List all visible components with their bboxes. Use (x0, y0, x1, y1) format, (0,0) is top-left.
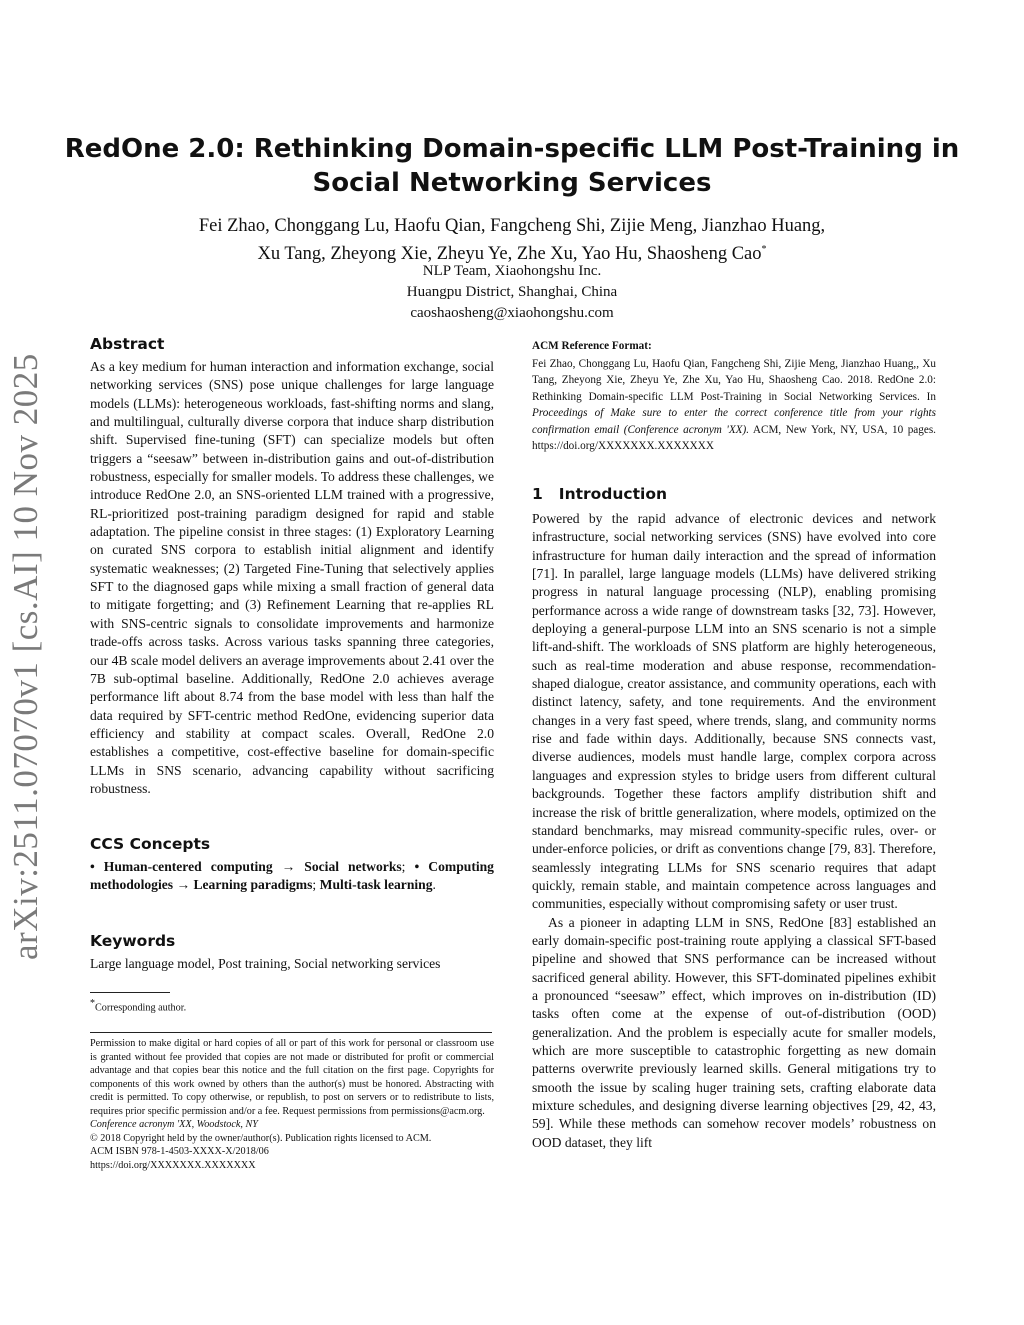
footnote-label: Corresponding author. (95, 1002, 187, 1014)
introduction-section (532, 485, 936, 1152)
affiliation-email: caoshaosheng@xiaohongshu.com (410, 305, 614, 321)
keywords-heading: Keywords (90, 932, 176, 950)
acm-reference-section (532, 338, 936, 455)
ccs-text (90, 858, 494, 895)
acm-reference-part-1: Fei Zhao, Chonggang Lu, Haofu Qian, Fangcheng Shi, Zijie Meng, Jianzhao Huang,, Xu Tang, Zheyong Xie, Zheyu Ye, Zhe Xu, Yao Hu, Shaosheng Cao. 2018. RedOne 2.0: Rethinking Domain-specific LLM Post-Training in Social Networking Services. In (532, 357, 936, 403)
footnote-divider (90, 992, 170, 993)
acm-reference-heading: ACM Reference Format: (532, 340, 652, 352)
author-list (60, 215, 964, 266)
section-number: 1 (532, 485, 543, 503)
conference-line: Conference acronym 'XX, Woodstock, NY (90, 1119, 258, 1130)
corresponding-author-mark: * (761, 244, 767, 255)
affiliation-team: NLP Team, Xiaohongshu Inc. (422, 263, 602, 279)
ccs-concept-1: • Human-centered computing → Social networks (90, 859, 402, 874)
permission-block (90, 1037, 494, 1172)
copyright-line: © 2018 Copyright held by the owner/author(s). Publication rights licensed to ACM. (90, 1132, 432, 1144)
permission-divider (90, 1032, 492, 1033)
ccs-concept-2: • Computing methodologies → Learning paradigms (90, 859, 494, 893)
ccs-separator-1: ; (401, 859, 415, 874)
title-line-1: RedOne 2.0: Rethinking Domain-specific LLM Post-Training in (64, 134, 960, 164)
arxiv-identifier: arXiv:2511.07070v1 [cs.AI] 10 Nov 2025 (6, 353, 45, 960)
ccs-end: . (432, 877, 436, 893)
abstract-text: As a key medium for human interaction and information exchange, social networking services (SNS) pose unique challenges for large language models (LLMs): heterogeneous workloads, fast-shifting norms and slang, and multilingual, culturally diverse corpora that induce sharp distribution shift. Supervised fine-tuning (SFT) can specialize models but often triggers a “seesaw” between in-distribution gains and out-of-distribution robustness, especially for smaller models. To address these challenges, we introduce RedOne 2.0, an SNS-oriented LLM trained with a progressive, RL-prioritized post-training paradigm designed for rapid and stable adaptation. The pipeline consist in three stages: (1) Exploratory Learning on curated SNS corpora to establish initial alignment and identify systematic weaknesses; (2) Targeted Fine-Tuning that selectively applies SFT to the diagnosed gaps while mixing a small fraction of general data to mitigate forgetting; and (3) Refinement Learning that re-applies RL with SNS-centric signals to consolidate improvements and harmonize trade-offs across tasks. Across various tasks spanning three categories, our 4B scale model delivers an average improvements about 2.41 over the 7B sub-optimal baseline. Additionally, RedOne 2.0 achieves average performance lift about 8.74 from the base model with less than half the data required by SFT-centric method RedOne, evidencing superior data efficiency and stability at compact scales. Overall, RedOne 2.0 establishes a competitive, cost-effective baseline for domain-specific LLMs in SNS scenario, advancing capability without sacrificing robustness. (90, 359, 494, 796)
authors-line-2-text: Xu Tang, Zheyong Xie, Zheyu Ye, Zhe Xu, Yao Hu, Shaosheng Cao (257, 244, 762, 265)
keywords-text: Large language model, Post training, Social networking services (90, 956, 441, 971)
intro-paragraph-2: As a pioneer in adapting LLM in SNS, RedOne [83] established an early domain-specific post-training route applying a classical SFT-based pipeline and showed that SNS performance can be increased without sacrificed general ability. However, this SFT-dominated pipelines exhibit a pronounced “seesaw” effect, which improves on in-distribution (ID) tasks often come at the expense of out-of-distribution (OOD) generalization. And the problem is especially acute for smaller models, which are more susceptible to catastrophic forgetting as new domain patterns overwrite previously learned skills. General mitigations try to smooth the issue by scaling huger training sets, crafting elaborate data mixture schedules, and designing diverse learning objectives [29, 42, 43, 59]. While these methods can somehow recover models’ robustness on OOD dataset, they lift (532, 914, 936, 1150)
authors-line-1: Fei Zhao, Chonggang Lu, Haofu Qian, Fangcheng Shi, Zijie Meng, Jianzhao Huang, (198, 216, 826, 236)
affiliation-address: Huangpu District, Shanghai, China (406, 284, 618, 300)
footnote (90, 997, 494, 1015)
section-title: Introduction (558, 485, 668, 503)
isbn-line: ACM ISBN 978-1-4503-XXXX-X/2018/06 (90, 1146, 269, 1157)
footnote-mark: * (90, 998, 95, 1009)
ccs-concepts-section (90, 835, 494, 895)
acm-reference-part-2: ACM, New York, NY, USA, 10 pages. https://doi.org/XXXXXXX.XXXXXXX (532, 423, 936, 452)
acm-reference-proceedings: Proceedings of Make sure to enter the correct conference title from your rights confirmation email (Conference acronym 'XX). (532, 407, 936, 436)
acm-reference-text (532, 356, 936, 455)
abstract-section (90, 335, 494, 798)
title-line-2: Social Networking Services (312, 168, 712, 198)
footnote-text (90, 997, 494, 1015)
keywords-section (90, 932, 494, 973)
ccs-separator-2: ; (312, 877, 320, 893)
permission-text: Permission to make digital or hard copies of all or part of this work for personal or classroom use is granted without fee provided that copies are not made or distributed for profit or commercial advantage and that copies bear this notice and the full citation on the first page. Copyrights for components of this work owned by others than the author(s) must be honored. Abstracting with credit is permitted. To copy otherwise, or republish, to post on servers or to redistribute to lists, requires prior specific permission and/or a fee. Request permissions from permissions@acm.org. (90, 1038, 494, 1117)
ccs-heading: CCS Concepts (90, 835, 211, 853)
intro-paragraph-1: Powered by the rapid advance of electronic devices and network infrastructure, social networking services (SNS) have evolved into core infrastructure for human daily interaction and the spread of information [71]. In parallel, large language models (LLMs) have delivered striking progress in natural language processing (NLP), enabling promising performance across a wide range of downstream tasks [32, 73]. However, deploying a general-purpose LLM into an SNS scenario is not a simple lift-and-shift. The workloads of SNS platform are highly heterogeneous, such as real-time moderation and abuse response, recommendation-shaped dialogue, creator assistance, and community operations, each with distinct latency, safety, and tone requirements. And the environment changes in a very fast speed, where trends, slang, and community norms rise and fade within days. Additionally, because SNS connects vast, diverse audiences, models must handle large, complex corpora across languages and expression styles to bridge users from different cultural backgrounds. Together these factors amplify distribution shift and increase the risk of brittle generalization, where models, optimized on the standard benchmarks, may misread community-specific rules, over- or under-enforce policies, or drift as conventions change [79, 83]. Therefore, seamlessly integrating LLMs for SNS scenario requires that adapt quickly, remain stable, and maintain competence across languages and communities, especially without compromising safety or user trust. (532, 511, 936, 912)
paper-title (60, 132, 964, 200)
doi-line: https://doi.org/XXXXXXX.XXXXXXX (90, 1159, 256, 1171)
introduction-heading (532, 485, 936, 503)
abstract-heading: Abstract (90, 335, 165, 353)
ccs-concept-3: Multi-task learning (319, 877, 433, 893)
